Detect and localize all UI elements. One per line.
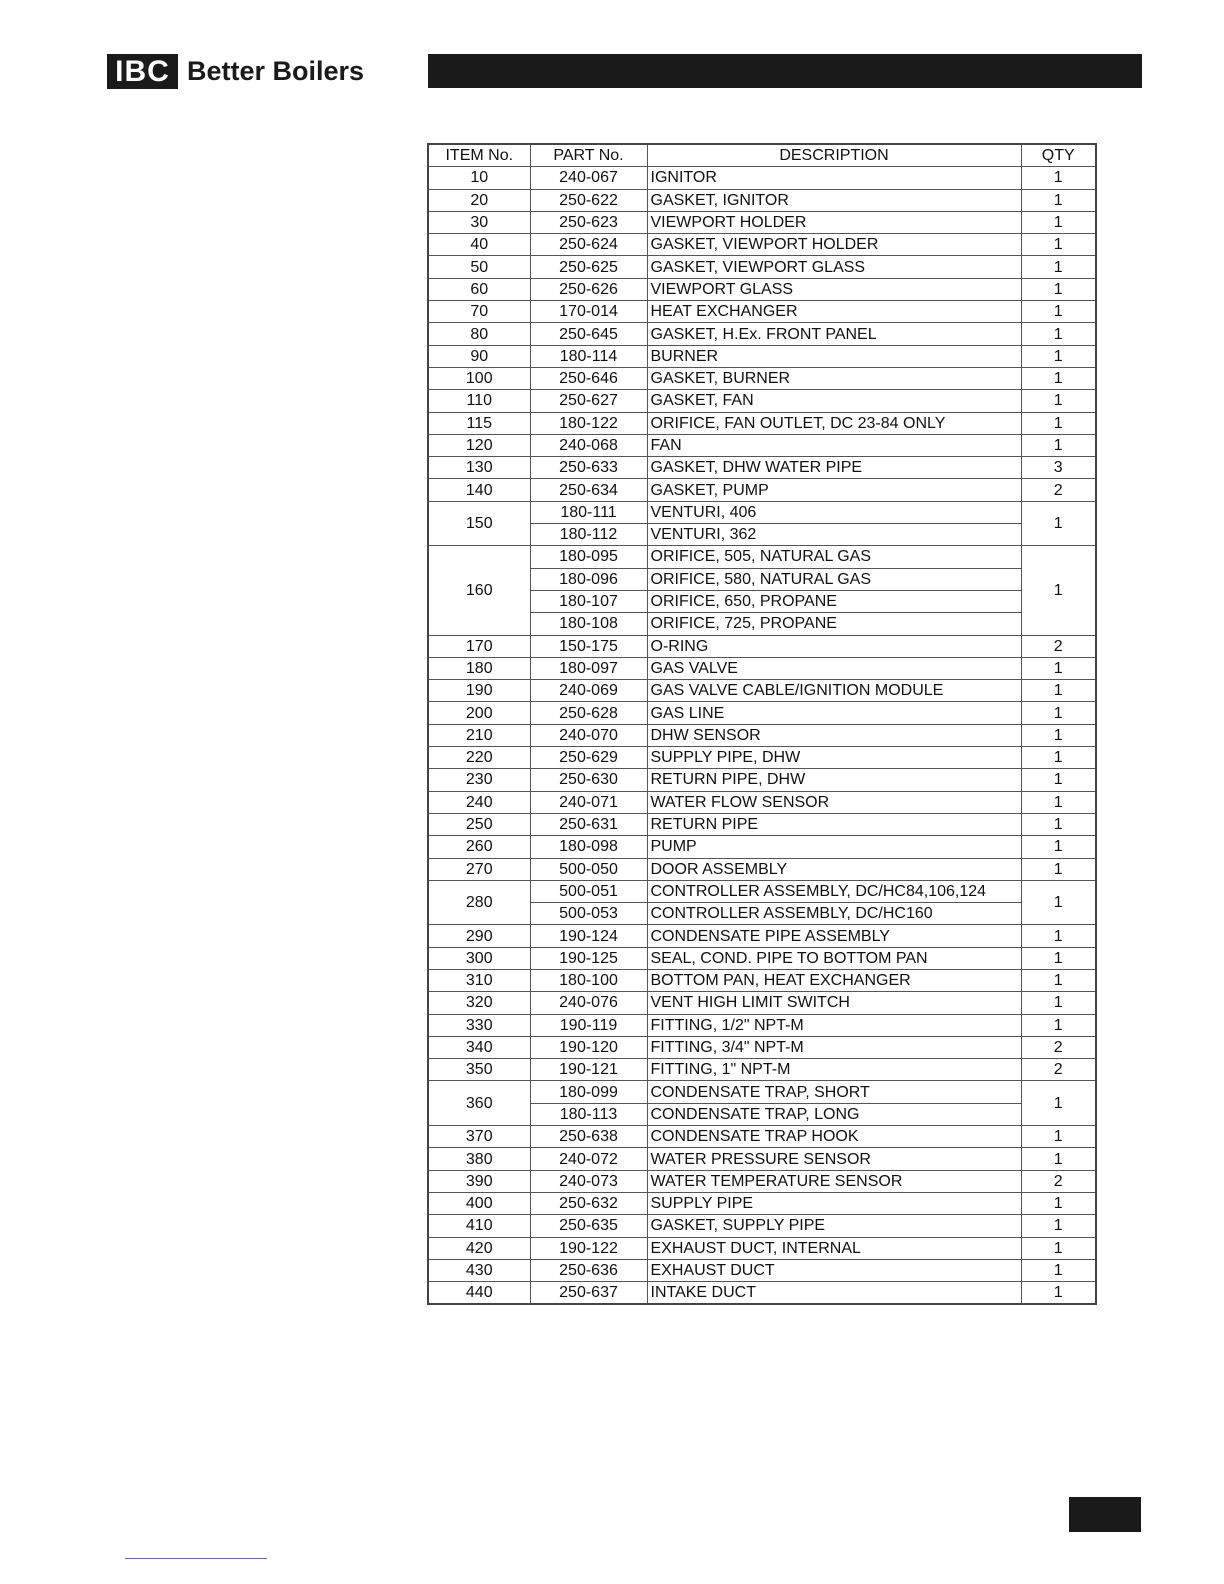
description-cell: VENT HIGH LIMIT SWITCH <box>647 992 1021 1014</box>
table-row <box>428 256 1096 278</box>
description-cell: VENTURI, 362 <box>647 524 1021 546</box>
qty-cell: 1 <box>1021 1148 1096 1170</box>
part-number-cell: 180-122 <box>530 412 647 434</box>
item-number-cell: 220 <box>428 747 530 769</box>
qty-cell: 1 <box>1021 1192 1096 1214</box>
qty-cell: 1 <box>1021 1081 1096 1126</box>
logo-mark: IBC <box>107 54 178 89</box>
item-number-cell: 210 <box>428 724 530 746</box>
table-row <box>428 858 1096 880</box>
item-number-cell: 190 <box>428 680 530 702</box>
item-number-cell: 130 <box>428 457 530 479</box>
description-cell: GASKET, DHW WATER PIPE <box>647 457 1021 479</box>
part-number-cell: 180-108 <box>530 613 647 635</box>
table-row <box>428 546 1096 568</box>
part-number-cell: 250-645 <box>530 323 647 345</box>
qty-cell: 1 <box>1021 1215 1096 1237</box>
brand-name: Better Boilers <box>187 56 365 86</box>
part-number-cell: 180-097 <box>530 657 647 679</box>
qty-cell: 1 <box>1021 925 1096 947</box>
qty-cell: 2 <box>1021 1059 1096 1081</box>
table-row <box>428 367 1096 389</box>
item-number-cell: 140 <box>428 479 530 501</box>
item-number-cell: 390 <box>428 1170 530 1192</box>
part-number-cell: 250-632 <box>530 1192 647 1214</box>
part-number-cell: 250-625 <box>530 256 647 278</box>
description-cell: ORIFICE, 505, NATURAL GAS <box>647 546 1021 568</box>
part-number-cell: 180-107 <box>530 590 647 612</box>
table-row <box>428 702 1096 724</box>
part-number-cell: 240-068 <box>530 434 647 456</box>
qty-cell: 1 <box>1021 412 1096 434</box>
item-number-cell: 270 <box>428 858 530 880</box>
item-number-cell: 90 <box>428 345 530 367</box>
qty-cell: 1 <box>1021 880 1096 925</box>
qty-cell: 2 <box>1021 479 1096 501</box>
item-number-cell: 30 <box>428 211 530 233</box>
part-number-cell: 500-053 <box>530 903 647 925</box>
part-number-cell: 250-633 <box>530 457 647 479</box>
table-row <box>428 1081 1096 1103</box>
table-row <box>428 1059 1096 1081</box>
table-row <box>428 1237 1096 1259</box>
description-cell: GAS LINE <box>647 702 1021 724</box>
description-cell: IGNITOR <box>647 167 1021 189</box>
table-row <box>428 657 1096 679</box>
part-number-cell: 240-072 <box>530 1148 647 1170</box>
item-number-cell: 10 <box>428 167 530 189</box>
qty-cell: 1 <box>1021 211 1096 233</box>
table-row <box>428 791 1096 813</box>
item-number-cell: 420 <box>428 1237 530 1259</box>
part-number-cell: 190-121 <box>530 1059 647 1081</box>
description-cell: O-RING <box>647 635 1021 657</box>
item-number-cell: 370 <box>428 1126 530 1148</box>
table-row <box>428 747 1096 769</box>
part-number-cell: 180-098 <box>530 836 647 858</box>
qty-cell: 1 <box>1021 434 1096 456</box>
item-number-cell: 40 <box>428 234 530 256</box>
qty-cell: 1 <box>1021 323 1096 345</box>
description-cell: GAS VALVE <box>647 657 1021 679</box>
qty-cell: 1 <box>1021 992 1096 1014</box>
table-row <box>428 1282 1096 1305</box>
item-number-cell: 430 <box>428 1259 530 1281</box>
description-cell: GASKET, PUMP <box>647 479 1021 501</box>
header-part-no: PART No. <box>530 144 647 167</box>
part-number-cell: 190-120 <box>530 1036 647 1058</box>
description-cell: EXHAUST DUCT, INTERNAL <box>647 1237 1021 1259</box>
item-number-cell: 280 <box>428 880 530 925</box>
qty-cell: 1 <box>1021 680 1096 702</box>
qty-cell: 1 <box>1021 345 1096 367</box>
description-cell: CONTROLLER ASSEMBLY, DC/HC84,106,124 <box>647 880 1021 902</box>
table-row <box>428 211 1096 233</box>
item-number-cell: 360 <box>428 1081 530 1126</box>
table-row <box>428 680 1096 702</box>
table-row <box>428 434 1096 456</box>
description-cell: CONDENSATE PIPE ASSEMBLY <box>647 925 1021 947</box>
description-cell: ORIFICE, 725, PROPANE <box>647 613 1021 635</box>
qty-cell: 1 <box>1021 769 1096 791</box>
table-row <box>428 412 1096 434</box>
description-cell: VENTURI, 406 <box>647 501 1021 523</box>
description-cell: GASKET, VIEWPORT HOLDER <box>647 234 1021 256</box>
qty-cell: 2 <box>1021 635 1096 657</box>
part-number-cell: 250-631 <box>530 813 647 835</box>
item-number-cell: 170 <box>428 635 530 657</box>
part-number-cell: 240-073 <box>530 1170 647 1192</box>
qty-cell: 1 <box>1021 1237 1096 1259</box>
item-number-cell: 110 <box>428 390 530 412</box>
part-number-cell: 250-628 <box>530 702 647 724</box>
part-number-cell: 190-124 <box>530 925 647 947</box>
part-number-cell: 180-112 <box>530 524 647 546</box>
table-row <box>428 234 1096 256</box>
description-cell: DHW SENSOR <box>647 724 1021 746</box>
item-number-cell: 400 <box>428 1192 530 1214</box>
table-row <box>428 1192 1096 1214</box>
table-row <box>428 1170 1096 1192</box>
qty-cell: 1 <box>1021 189 1096 211</box>
description-cell: GASKET, VIEWPORT GLASS <box>647 256 1021 278</box>
table-row <box>428 992 1096 1014</box>
item-number-cell: 60 <box>428 278 530 300</box>
part-number-cell: 180-099 <box>530 1081 647 1103</box>
item-number-cell: 120 <box>428 434 530 456</box>
qty-cell: 1 <box>1021 1014 1096 1036</box>
table-row <box>428 301 1096 323</box>
part-number-cell: 190-122 <box>530 1237 647 1259</box>
header-item-no: ITEM No. <box>428 144 530 167</box>
item-number-cell: 70 <box>428 301 530 323</box>
part-number-cell: 240-069 <box>530 680 647 702</box>
part-number-cell: 180-113 <box>530 1103 647 1125</box>
part-number-cell: 240-076 <box>530 992 647 1014</box>
table-row <box>428 1148 1096 1170</box>
description-cell: FITTING, 3/4" NPT-M <box>647 1036 1021 1058</box>
description-cell: GASKET, H.Ex. FRONT PANEL <box>647 323 1021 345</box>
item-number-cell: 320 <box>428 992 530 1014</box>
qty-cell: 1 <box>1021 367 1096 389</box>
description-cell: VIEWPORT GLASS <box>647 278 1021 300</box>
part-number-cell: 240-071 <box>530 791 647 813</box>
item-number-cell: 300 <box>428 947 530 969</box>
description-cell: INTAKE DUCT <box>647 1282 1021 1305</box>
part-number-cell: 190-125 <box>530 947 647 969</box>
header-description: DESCRIPTION <box>647 144 1021 167</box>
table-row <box>428 925 1096 947</box>
description-cell: RETURN PIPE <box>647 813 1021 835</box>
description-cell: VIEWPORT HOLDER <box>647 211 1021 233</box>
item-number-cell: 20 <box>428 189 530 211</box>
description-cell: BURNER <box>647 345 1021 367</box>
qty-cell: 1 <box>1021 858 1096 880</box>
brand-logo <box>107 54 364 89</box>
page-number-box <box>1069 1497 1141 1532</box>
description-cell: BOTTOM PAN, HEAT EXCHANGER <box>647 969 1021 991</box>
parts-table <box>427 143 1097 1305</box>
description-cell: PUMP <box>647 836 1021 858</box>
qty-cell: 1 <box>1021 546 1096 635</box>
description-cell: WATER PRESSURE SENSOR <box>647 1148 1021 1170</box>
table-row <box>428 813 1096 835</box>
description-cell: SUPPLY PIPE, DHW <box>647 747 1021 769</box>
description-cell: WATER TEMPERATURE SENSOR <box>647 1170 1021 1192</box>
description-cell: ORIFICE, FAN OUTLET, DC 23-84 ONLY <box>647 412 1021 434</box>
table-row <box>428 880 1096 902</box>
description-cell: DOOR ASSEMBLY <box>647 858 1021 880</box>
part-number-cell: 180-096 <box>530 568 647 590</box>
item-number-cell: 115 <box>428 412 530 434</box>
table-row <box>428 969 1096 991</box>
item-number-cell: 150 <box>428 501 530 546</box>
table-row <box>428 1036 1096 1058</box>
item-number-cell: 440 <box>428 1282 530 1305</box>
qty-cell: 1 <box>1021 724 1096 746</box>
item-number-cell: 80 <box>428 323 530 345</box>
part-number-cell: 250-646 <box>530 367 647 389</box>
description-cell: WATER FLOW SENSOR <box>647 791 1021 813</box>
item-number-cell: 350 <box>428 1059 530 1081</box>
qty-cell: 1 <box>1021 1126 1096 1148</box>
table-header-row <box>428 144 1096 167</box>
qty-cell: 1 <box>1021 813 1096 835</box>
part-number-cell: 250-635 <box>530 1215 647 1237</box>
part-number-cell: 250-627 <box>530 390 647 412</box>
qty-cell: 3 <box>1021 457 1096 479</box>
qty-cell: 2 <box>1021 1036 1096 1058</box>
description-cell: CONDENSATE TRAP HOOK <box>647 1126 1021 1148</box>
qty-cell: 1 <box>1021 702 1096 724</box>
table-row <box>428 1014 1096 1036</box>
description-cell: FAN <box>647 434 1021 456</box>
qty-cell: 2 <box>1021 1170 1096 1192</box>
table-row <box>428 1215 1096 1237</box>
description-cell: GASKET, IGNITOR <box>647 189 1021 211</box>
item-number-cell: 240 <box>428 791 530 813</box>
item-number-cell: 230 <box>428 769 530 791</box>
description-cell: CONDENSATE TRAP, SHORT <box>647 1081 1021 1103</box>
description-cell: FITTING, 1/2" NPT-M <box>647 1014 1021 1036</box>
parts-table-body <box>428 167 1096 1305</box>
part-number-cell: 180-111 <box>530 501 647 523</box>
table-row <box>428 323 1096 345</box>
table-row <box>428 769 1096 791</box>
part-number-cell: 500-051 <box>530 880 647 902</box>
header-qty: QTY <box>1021 144 1096 167</box>
part-number-cell: 240-070 <box>530 724 647 746</box>
qty-cell: 1 <box>1021 657 1096 679</box>
part-number-cell: 190-119 <box>530 1014 647 1036</box>
description-cell: SUPPLY PIPE <box>647 1192 1021 1214</box>
description-cell: HEAT EXCHANGER <box>647 301 1021 323</box>
part-number-cell: 180-100 <box>530 969 647 991</box>
part-number-cell: 240-067 <box>530 167 647 189</box>
part-number-cell: 500-050 <box>530 858 647 880</box>
item-number-cell: 410 <box>428 1215 530 1237</box>
table-row <box>428 836 1096 858</box>
description-cell: CONTROLLER ASSEMBLY, DC/HC160 <box>647 903 1021 925</box>
item-number-cell: 310 <box>428 969 530 991</box>
qty-cell: 1 <box>1021 234 1096 256</box>
qty-cell: 1 <box>1021 747 1096 769</box>
part-number-cell: 180-095 <box>530 546 647 568</box>
description-cell: ORIFICE, 650, PROPANE <box>647 590 1021 612</box>
table-row <box>428 167 1096 189</box>
qty-cell: 1 <box>1021 390 1096 412</box>
part-number-cell: 250-629 <box>530 747 647 769</box>
table-row <box>428 345 1096 367</box>
part-number-cell: 250-626 <box>530 278 647 300</box>
part-number-cell: 170-014 <box>530 301 647 323</box>
item-number-cell: 160 <box>428 546 530 635</box>
qty-cell: 1 <box>1021 501 1096 546</box>
part-number-cell: 250-630 <box>530 769 647 791</box>
part-number-cell: 250-636 <box>530 1259 647 1281</box>
table-row <box>428 278 1096 300</box>
part-number-cell: 150-175 <box>530 635 647 657</box>
table-row <box>428 457 1096 479</box>
item-number-cell: 100 <box>428 367 530 389</box>
qty-cell: 1 <box>1021 256 1096 278</box>
qty-cell: 1 <box>1021 167 1096 189</box>
part-number-cell: 250-634 <box>530 479 647 501</box>
qty-cell: 1 <box>1021 1259 1096 1281</box>
item-number-cell: 330 <box>428 1014 530 1036</box>
description-cell: GASKET, FAN <box>647 390 1021 412</box>
table-row <box>428 947 1096 969</box>
part-number-cell: 250-622 <box>530 189 647 211</box>
item-number-cell: 380 <box>428 1148 530 1170</box>
part-number-cell: 250-623 <box>530 211 647 233</box>
table-row <box>428 189 1096 211</box>
qty-cell: 1 <box>1021 969 1096 991</box>
footer-link-line <box>125 1558 267 1559</box>
table-row <box>428 390 1096 412</box>
item-number-cell: 200 <box>428 702 530 724</box>
table-row <box>428 479 1096 501</box>
table-row <box>428 635 1096 657</box>
description-cell: SEAL, COND. PIPE TO BOTTOM PAN <box>647 947 1021 969</box>
header-bar <box>428 54 1142 88</box>
item-number-cell: 340 <box>428 1036 530 1058</box>
table-row <box>428 501 1096 523</box>
item-number-cell: 250 <box>428 813 530 835</box>
description-cell: GAS VALVE CABLE/IGNITION MODULE <box>647 680 1021 702</box>
qty-cell: 1 <box>1021 836 1096 858</box>
table-row <box>428 1259 1096 1281</box>
description-cell: GASKET, SUPPLY PIPE <box>647 1215 1021 1237</box>
item-number-cell: 50 <box>428 256 530 278</box>
part-number-cell: 250-638 <box>530 1126 647 1148</box>
description-cell: EXHAUST DUCT <box>647 1259 1021 1281</box>
description-cell: RETURN PIPE, DHW <box>647 769 1021 791</box>
qty-cell: 1 <box>1021 278 1096 300</box>
qty-cell: 1 <box>1021 1282 1096 1305</box>
description-cell: FITTING, 1" NPT-M <box>647 1059 1021 1081</box>
part-number-cell: 180-114 <box>530 345 647 367</box>
item-number-cell: 180 <box>428 657 530 679</box>
part-number-cell: 250-624 <box>530 234 647 256</box>
description-cell: ORIFICE, 580, NATURAL GAS <box>647 568 1021 590</box>
description-cell: GASKET, BURNER <box>647 367 1021 389</box>
table-row <box>428 724 1096 746</box>
item-number-cell: 260 <box>428 836 530 858</box>
description-cell: CONDENSATE TRAP, LONG <box>647 1103 1021 1125</box>
table-row <box>428 1126 1096 1148</box>
qty-cell: 1 <box>1021 791 1096 813</box>
part-number-cell: 250-637 <box>530 1282 647 1305</box>
qty-cell: 1 <box>1021 301 1096 323</box>
qty-cell: 1 <box>1021 947 1096 969</box>
item-number-cell: 290 <box>428 925 530 947</box>
